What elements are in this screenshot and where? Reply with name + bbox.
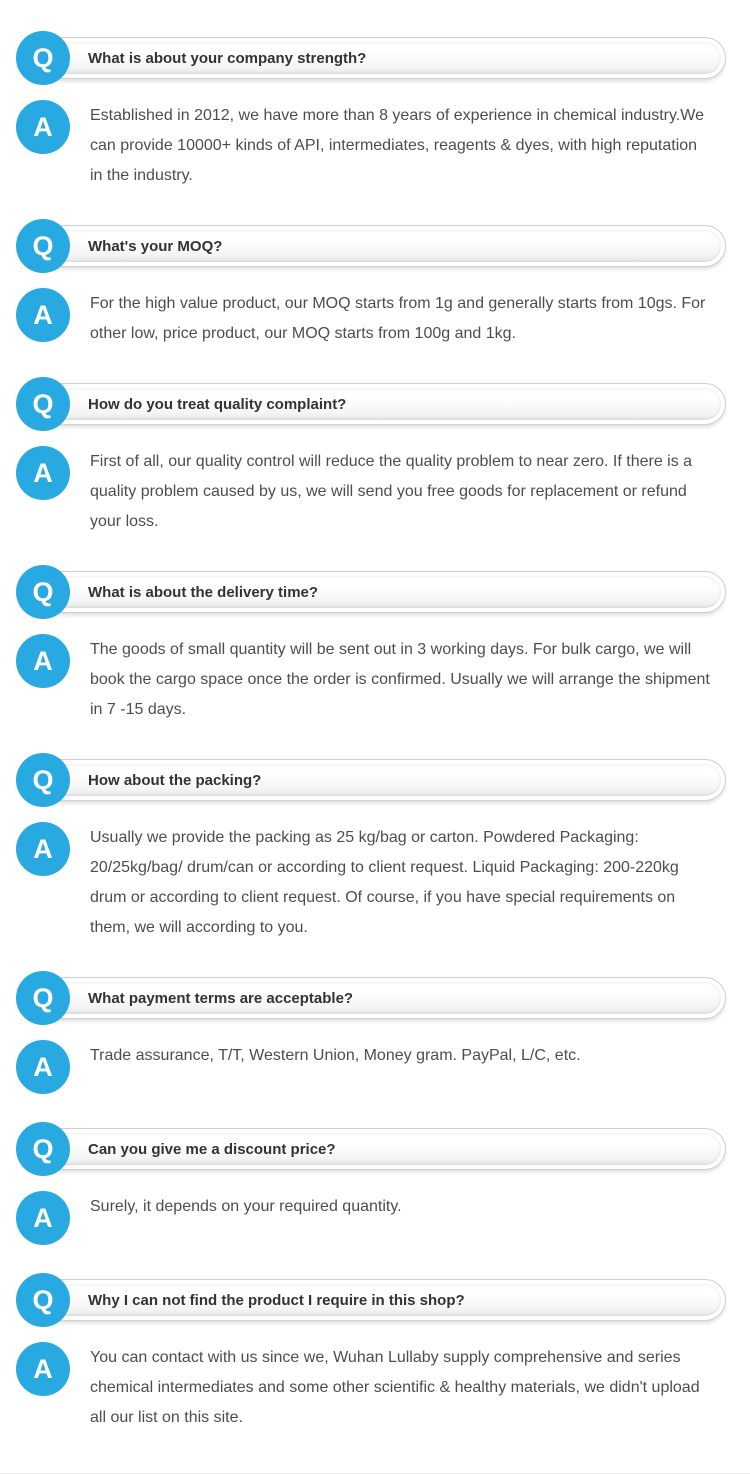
faq-item bbox=[16, 971, 726, 1094]
answer-text: The goods of small quantity will be sent out in 3 working days. For bulk cargo, we will book the cargo space once the order is confirmed. Usually we will arrange the shipment in 7 -15 days. bbox=[90, 641, 710, 718]
faq-item bbox=[16, 753, 726, 943]
answer-badge-letter: A bbox=[33, 1353, 53, 1384]
answer-text: You can contact with us since we, Wuhan Lullaby supply comprehensive and series chemical intermediates and some other scientific & healthy materials, we didn't upload all our list on this site. bbox=[90, 1349, 700, 1426]
faq-question-row bbox=[16, 1273, 726, 1327]
faq-item bbox=[16, 219, 726, 349]
question-badge-icon bbox=[16, 219, 70, 273]
question-text: How about the packing? bbox=[88, 771, 262, 789]
answer-badge-letter: A bbox=[33, 457, 53, 488]
question-text: What's your MOQ? bbox=[88, 237, 223, 255]
question-pill bbox=[40, 37, 726, 79]
question-badge-letter: Q bbox=[32, 982, 54, 1013]
question-pill-inner bbox=[45, 576, 721, 608]
answer-badge-icon bbox=[16, 1342, 70, 1396]
question-badge-letter: Q bbox=[32, 764, 54, 795]
question-pill-inner bbox=[45, 764, 721, 796]
question-badge-icon bbox=[16, 31, 70, 85]
question-pill bbox=[40, 977, 726, 1019]
answer-badge-icon bbox=[16, 288, 70, 342]
answer-badge-letter: A bbox=[33, 833, 53, 864]
question-badge-icon bbox=[16, 753, 70, 807]
answer-badge-icon bbox=[16, 634, 70, 688]
question-text: How do you treat quality complaint? bbox=[88, 395, 347, 413]
answer-badge-letter: A bbox=[33, 111, 53, 142]
question-pill-inner bbox=[45, 982, 721, 1014]
faq-question-row bbox=[16, 31, 726, 85]
faq-answer-row bbox=[16, 1342, 726, 1433]
question-badge-icon bbox=[16, 1122, 70, 1176]
faq-question-row bbox=[16, 377, 726, 431]
answer-badge-letter: A bbox=[33, 299, 53, 330]
question-pill-inner bbox=[45, 42, 721, 74]
question-badge-letter: Q bbox=[32, 1133, 54, 1164]
faq-question-row bbox=[16, 219, 726, 273]
faq-item bbox=[16, 31, 726, 191]
question-pill bbox=[40, 1279, 726, 1321]
question-text: What payment terms are acceptable? bbox=[88, 989, 354, 1007]
faq-answer-row bbox=[16, 446, 726, 537]
answer-text: Usually we provide the packing as 25 kg/bag or carton. Powdered Packaging: 20/25kg/bag/ drum/can or according to client request. Liquid Packaging: 200-220kg drum or according to client request. Of course, if you have special requirements on them, we will according to you. bbox=[90, 829, 679, 936]
faq-item bbox=[16, 1273, 726, 1433]
faq-question-row bbox=[16, 565, 726, 619]
question-pill bbox=[40, 383, 726, 425]
question-badge-letter: Q bbox=[32, 576, 54, 607]
question-badge-letter: Q bbox=[32, 230, 54, 261]
question-pill bbox=[40, 1128, 726, 1170]
question-badge-icon bbox=[16, 971, 70, 1025]
question-pill bbox=[40, 571, 726, 613]
answer-text: Trade assurance, T/T, Western Union, Money gram. PayPal, L/C, etc. bbox=[90, 1047, 581, 1064]
faq-item bbox=[16, 377, 726, 537]
answer-badge-letter: A bbox=[33, 645, 53, 676]
answer-badge-icon bbox=[16, 1191, 70, 1245]
answer-badge-icon bbox=[16, 822, 70, 876]
faq-answer-row bbox=[16, 100, 726, 191]
answer-badge-icon bbox=[16, 446, 70, 500]
question-text: Can you give me a discount price? bbox=[88, 1140, 336, 1158]
faq-answer-row bbox=[16, 634, 726, 725]
question-badge-letter: Q bbox=[32, 42, 54, 73]
faq-answer-row bbox=[16, 288, 726, 349]
answer-text: For the high value product, our MOQ starts from 1g and generally starts from 10gs. For other low, price product, our MOQ starts from 100g and 1kg. bbox=[90, 295, 706, 342]
question-badge-icon bbox=[16, 1273, 70, 1327]
answer-text: First of all, our quality control will reduce the quality problem to near zero. If there is a quality problem caused by us, we will send you free goods for replacement or refund your loss. bbox=[90, 453, 693, 530]
question-badge-letter: Q bbox=[32, 1284, 54, 1315]
answer-text: Surely, it depends on your required quantity. bbox=[90, 1198, 402, 1215]
question-text: What is about your company strength? bbox=[88, 49, 367, 67]
answer-badge-letter: A bbox=[33, 1051, 53, 1082]
answer-badge-icon bbox=[16, 1040, 70, 1094]
question-pill-inner bbox=[45, 1284, 721, 1316]
question-pill-inner bbox=[45, 230, 721, 262]
question-pill bbox=[40, 225, 726, 267]
question-text: What is about the delivery time? bbox=[88, 583, 319, 601]
faq-item bbox=[16, 565, 726, 725]
question-badge-icon bbox=[16, 377, 70, 431]
question-badge-icon bbox=[16, 565, 70, 619]
faq-list bbox=[16, 31, 726, 1433]
faq-answer-row bbox=[16, 822, 726, 943]
faq-answer-row bbox=[16, 1040, 726, 1094]
question-badge-letter: Q bbox=[32, 388, 54, 419]
faq-question-row bbox=[16, 971, 726, 1025]
answer-badge-icon bbox=[16, 100, 70, 154]
answer-text: Established in 2012, we have more than 8 years of experience in chemical industry.We can provide 10000+ kinds of API, intermediates, reagents & dyes, with high reputation in the industry. bbox=[90, 107, 704, 184]
faq-item bbox=[16, 1122, 726, 1245]
faq-answer-row bbox=[16, 1191, 726, 1245]
faq-question-row bbox=[16, 1122, 726, 1176]
answer-badge-letter: A bbox=[33, 1202, 53, 1233]
faq-question-row bbox=[16, 753, 726, 807]
question-pill bbox=[40, 759, 726, 801]
question-pill-inner bbox=[45, 388, 721, 420]
question-pill-inner bbox=[45, 1133, 721, 1165]
question-text: Why I can not find the product I require in this shop? bbox=[88, 1291, 465, 1309]
